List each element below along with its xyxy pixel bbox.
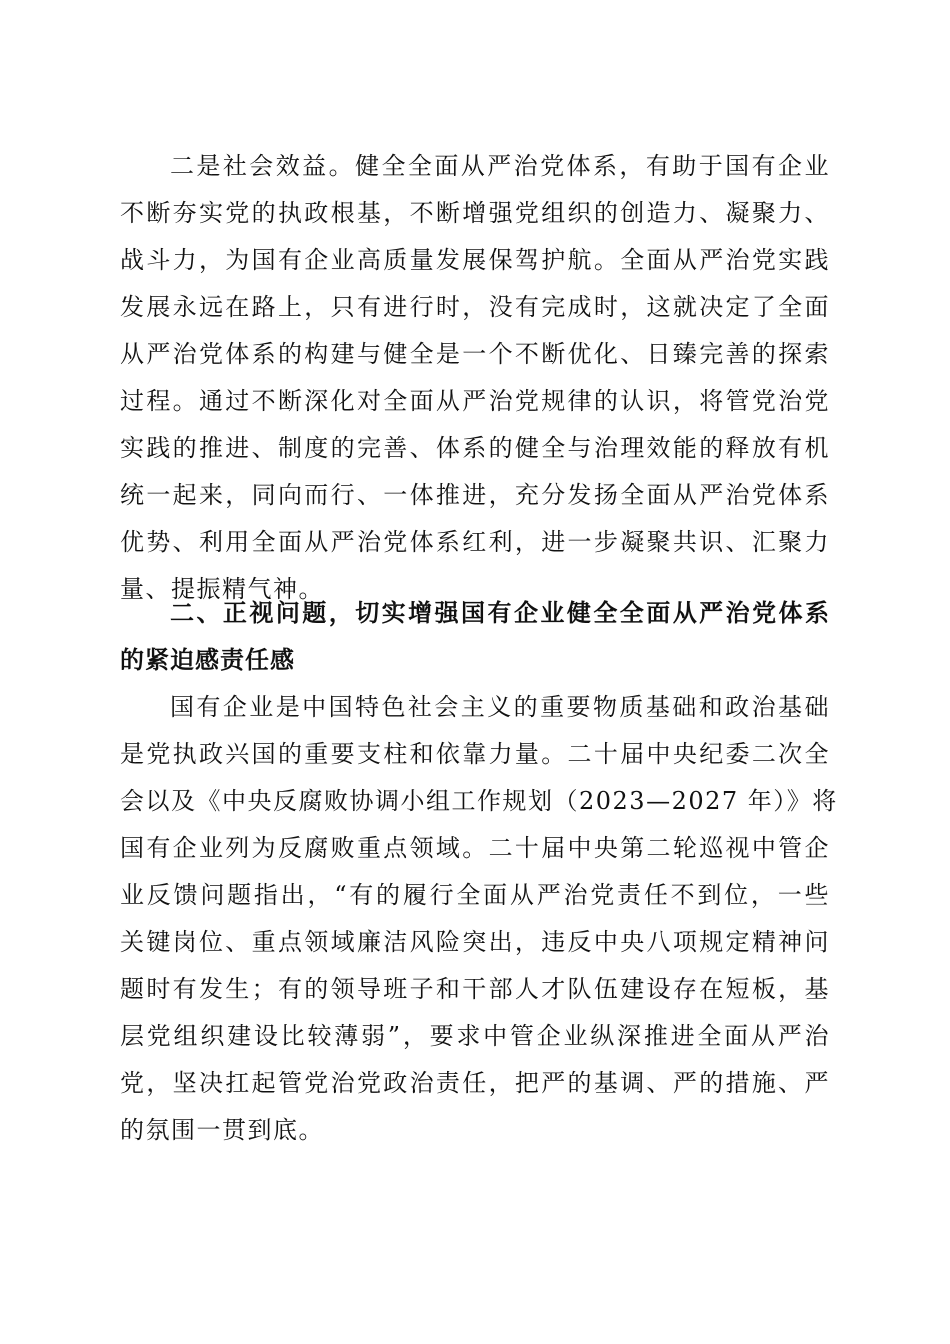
- paragraph-line: 会以及《中央反腐败协调小组工作规划（2023—2027 年）》将: [120, 787, 838, 815]
- paragraph-line: 国有企业是中国特色社会主义的重要物质基础和政治基础: [170, 693, 830, 721]
- paragraph-social-benefit: [120, 143, 830, 613]
- section-heading: [120, 590, 830, 684]
- paragraph-line: 国有企业列为反腐败重点领域。二十届中央第二轮巡视中管企: [120, 834, 830, 862]
- paragraph-line: 过程。通过不断深化对全面从严治党规律的认识，将管党治党: [120, 387, 830, 415]
- paragraph-line: 战斗力，为国有企业高质量发展保驾护航。全面从严治党实践: [120, 246, 830, 274]
- heading-line: 的紧迫感责任感: [120, 646, 295, 674]
- paragraph-line: 党，坚决扛起管党治党政治责任，把严的基调、严的措施、严: [120, 1069, 830, 1097]
- paragraph-line: 实践的推进、制度的完善、体系的健全与治理效能的释放有机: [120, 434, 830, 462]
- paragraph-line: 优势、利用全面从严治党体系红利，进一步凝聚共识、汇聚力: [120, 528, 830, 556]
- heading-line: 二、正视问题，切实增强国有企业健全全面从严治党体系: [170, 599, 830, 627]
- paragraph-line: 量、提振精气神。: [120, 575, 324, 603]
- paragraph-line: 不断夯实党的执政根基，不断增强党组织的创造力、凝聚力、: [120, 199, 830, 227]
- paragraph-line: 统一起来，同向而行、一体推进，充分发扬全面从严治党体系: [120, 481, 830, 509]
- paragraph-line: 的氛围一贯到底。: [120, 1116, 324, 1144]
- paragraph-line: 是党执政兴国的重要支柱和依靠力量。二十届中央纪委二次全: [120, 740, 830, 768]
- paragraph-line: 关键岗位、重点领域廉洁风险突出，违反中央八项规定精神问: [120, 928, 830, 956]
- paragraph-line: 从严治党体系的构建与健全是一个不断优化、日臻完善的探索: [120, 340, 830, 368]
- paragraph-line: 二是社会效益。健全全面从严治党体系，有助于国有企业: [170, 152, 830, 180]
- paragraph-line: 题时有发生；有的领导班子和干部人才队伍建设存在短板，基: [120, 975, 830, 1003]
- paragraph-state-enterprises: [120, 684, 838, 1154]
- paragraph-line: 发展永远在路上，只有进行时，没有完成时，这就决定了全面: [120, 293, 830, 321]
- paragraph-line: 业反馈问题指出，“有的履行全面从严治党责任不到位，一些: [120, 881, 830, 909]
- paragraph-line: 层党组织建设比较薄弱”，要求中管企业纵深推进全面从严治: [120, 1022, 830, 1050]
